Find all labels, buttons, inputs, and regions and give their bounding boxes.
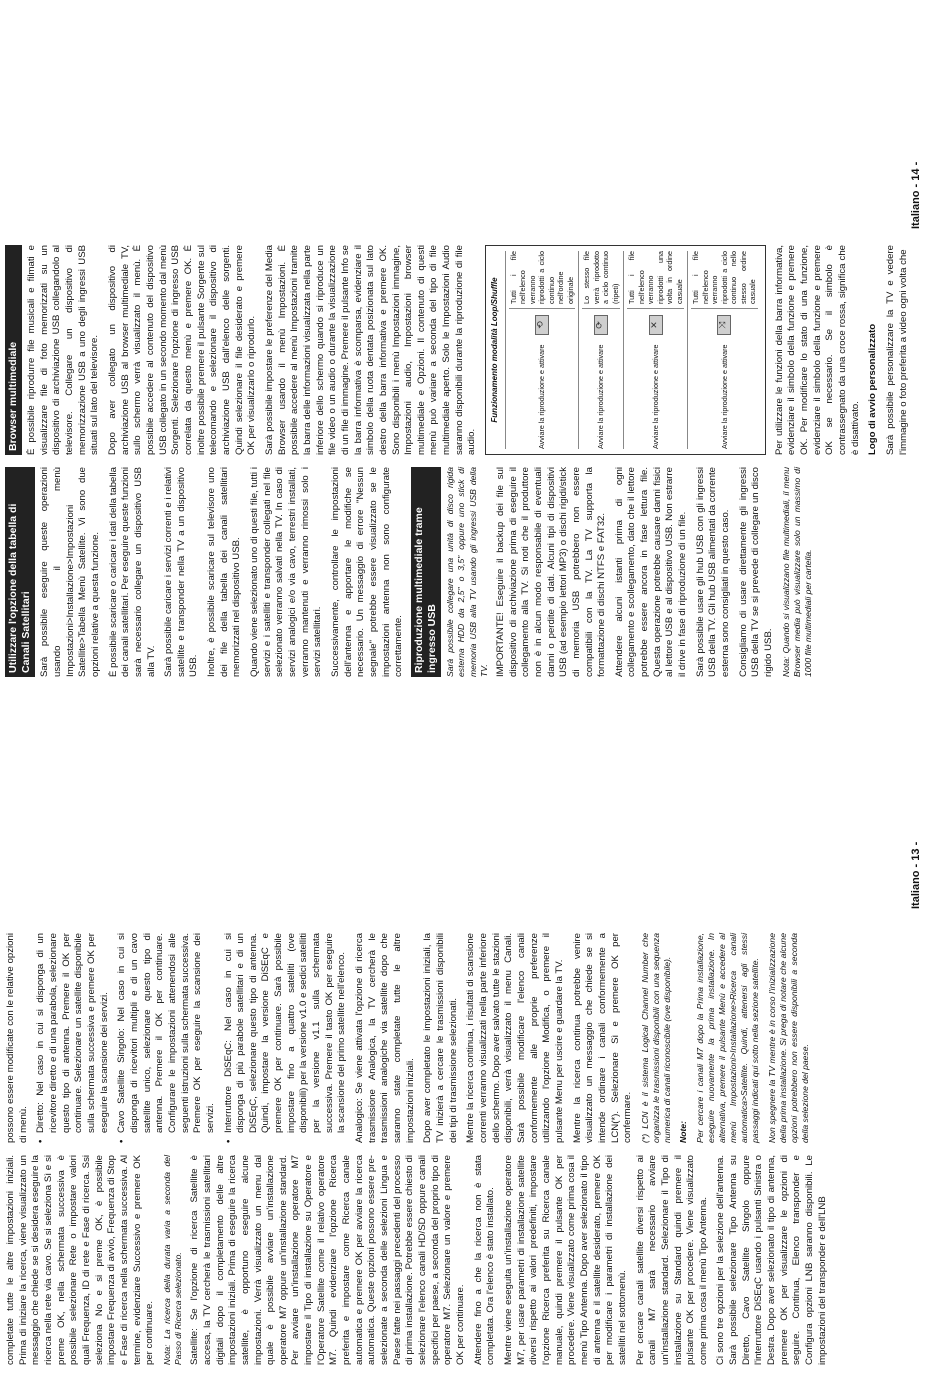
paragraph: IMPORTANTE! Eseguire il backup dei file sul dispositivo di archiviazione prima di eseguire il collegamento alla TV. Si noti che il produttore non è in alcun modo responsabile di eventuali danni o perdite di dati. Alcuni tipi di dispositivi USB (ad esempio lettori MP3) o dischi rigidi/stick di memoria USB potrebbero non essere compatibili con la TV. La TV supporta la formattazione di dischi NTFS e FAT32. — [494, 467, 608, 677]
subheading: Logo di avvio personalizzato — [867, 323, 879, 455]
table-title: Funzionamento modalità Loop/Shuffle — [490, 277, 500, 423]
paragraph: Quando viene selezionato uno di questi file, tutti i servizi e i satelliti e transponder collegati nel file selezionato verranno salvati nella TV. In caso di servizi analogici e/o via cavo, terrestri installati, verranno mantenuti e verranno rimossi solo i servizi satellitari. — [249, 467, 324, 677]
paragraph: Dopo aver collegato un dispositivo di archiviazione USB al browser multimediale TV, sullo schermo verrà visualizzato il menù. È possibile accedere al contenuto del dispositivo USB collegato in un secondo momento dal menù Sorgenti. Selezionare l'opzione di ingresso USB correlata da questo menù e premere OK. È inoltre possibile premere il pulsante Sorgente sul telecomando e selezionare il dispositivo di archiviazione USB dall'elenco delle sorgenti. Quindi selezionare il file desiderato e premere OK per visualizzarlo o riprodurlo. — [107, 245, 258, 455]
column-2 — [5, 933, 816, 1143]
paragraph: Sarà possibile caricare i servizi correnti e i relativi satellite e transponder nella TV a un dispositivo USB. — [163, 467, 200, 677]
paragraph: Consigliamo di usare direttamente gli ingressi USB della TV se si prevede di collegare un disco rigido USB. — [737, 467, 775, 677]
paragraph: Dopo aver completato le impostazioni iniziali, la TV inizierà a cercare le trasmissioni disponibili dei tipi di trasmissione selezionati. — [422, 933, 459, 1143]
column-1 — [5, 1155, 834, 1365]
note: Non spegnere la TV mentre è in corso l'inizializzazione della prima installazione. Si prega di notare che alcune opzioni potrebbero non essere disponibili a seconda della selezione del paese. — [766, 933, 811, 1143]
note: Nota: Quando si visualizzano file multimediali, il menu Browser media può visualizzare solo un massimo di 1000 file multimediali per cartella. — [780, 467, 814, 677]
paragraph: Per cercare canali satellite diversi rispetto ai canali M7 sarà necessario avviare un'installazione standard. Selezionare il Tipo di installazione su Standard quindi premere il pulsante OK per procedere. Viene visualizzato come prima cosa il menù Tipo Antenna. — [634, 1155, 709, 1365]
page-number-left: Italiano - 13 - — [910, 841, 922, 909]
paragraph: Satellite: Se l'opzione di ricerca Satellite è accesa, la TV cercherà le trasmissioni satellitari digitali dopo il completamento delle altre impostazioni iniziali. Prima di eseguire la ricerca satellite, è opportuno eseguire alcune impostazioni. Verrà visualizzato un menu dal quale è possibile avviare un'installazione operatore M7 oppure un'installazione standard. Per avviare un'installazione operatore M7 impostare il Tipo di installazione su Operatore e l'Operatore Satellite come il relativo operatore M7. Quindi evidenziare l'opzione Ricerca preferita e impostare come Ricerca canale automatica e premere OK per avviare la ricerca automatica. Queste opzioni possono essere pre-selezionate a seconda delle selezioni Lingua e Paese fatte nei passaggi precedenti del processo di prima installazione. Potrebbe essere chiesto di selezionare l'elenco canali HD/SD oppure canali specifici per paese, a seconda del proprio tipo di operatore M7. Selezionare un valore e premere OK per continuare. — [189, 1155, 466, 1365]
column-4 — [5, 245, 915, 455]
note: Per cercare i canali M7 dopo la Prima installazione, eseguire nuovamente la prima installazione. In alternativa, premere il pulsante Menù e accedere al menù Impostazioni>Installazione>Ricerca canali automatica>Satellite. Quindi, attenersi agli stessi passaggi indicati qui sotto nella sezione satellite. — [694, 933, 761, 1143]
paragraph: Sarà possibile impostare le preferenze del Media Browser usando il menù Impostazioni. È possibile accedere al menù Impostazioni tramite la barra delle informazioni visualizzata nella parte inferiore dello schermo quando si riproduce un file video o un audio o durante la visualizzazione di un file di immagine. Premere il pulsante Info se la barra informativa è scomparsa, evidenziare il simbolo della ruota dentata posizionata sul lato destro della barra informativa e premere OK. Sono disponibili i menù Impostazioni immagine, Impostazioni audio, Impostazioni browser multimediale e Opzioni. Il contenuto di questi menù può variare a seconda del tipo di file multimediale aperto. Solo le Impostazioni Audio saranno disponibili durante la riproduzione di file audio. — [263, 245, 478, 455]
loop-shuffle-icon: ⤨ — [717, 315, 731, 335]
paragraph: Mentre la ricerca continua, i risultati di scansione correnti verranno visualizzati nella parte inferiore dello schermo. Dopo aver salvato tutte le stazioni disponibili, verrà visualizzato il menu Canali. Sarà possibile modificare l'elenco canali conformemente alle proprie preferenze utilizzando l'opzione Modifica, o premere il pulsante Menu per uscire e guardare la TV. — [465, 933, 565, 1143]
row-label: Avviare la riproduzione e attivare — [719, 344, 729, 449]
paragraph: Mentre la ricerca continua potrebbe venire visualizzato un messaggio che chiede se si intende ordinare i canali conformemente a LCN(*). Selezionare Sì e premere OK per confermare. — [571, 933, 634, 1143]
paragraph: È possibile riprodurre file musicali e filmati e visualizzare file di foto memorizzati su un dispositivo di archiviazione USB collegandolo al televisore. Collegare un dispositivo di memorizzazione USB a uno degli ingressi USB situati sul lato del televisore. — [26, 245, 101, 455]
note: Sarà possibile collegare una unità di disco rigida esterna HDD da 2,5" o 3,5" oppure uno stick di memoria USB alla TV usando gli ingressi USB della TV. — [445, 467, 489, 677]
paragraph: Inoltre, è possibile scaricare sul televisore uno dei file della tabella dei canali satellitari memorizzati nel dispositivo USB. — [206, 467, 243, 677]
paragraph: È possibile scaricare o caricare i dati della tabella dei canali satellitari. Per eseguire queste funzioni sarà necessario collegare un dispositivo USB alla TV. — [107, 467, 157, 677]
column-3 — [5, 467, 819, 677]
page-number-right: Italiano - 14 - — [910, 161, 922, 229]
row-label: Avviare la riproduzione e attivare — [596, 344, 606, 449]
paragraph: Sarà possibile eseguire queste operazioni usando il menù Impostazioni>Installazione>Impostazioni Satellite>Tabella Menù Satellite. Vi sono due opzioni relative a questa funzione. — [39, 467, 101, 677]
row-description: Tutti i file nell'elenco verranno riprodotti a ciclo continuo nello stesso ordine casuale — [691, 251, 758, 309]
loop-shuffle-table — [485, 245, 766, 455]
row-description: Tutti i file nell'elenco verranno riprodotti una volta in ordine casuale — [627, 251, 684, 309]
row-description: Tutti i file nell'elenco verranno riprodotti a ciclo continuo nell'ordine originale — [509, 251, 576, 309]
table-row — [687, 251, 761, 449]
row-label: Avviare la riproduzione e attivare — [650, 344, 660, 449]
shuffle-icon: ✕ — [649, 315, 663, 335]
section-heading: Riproduzione multimediale trame ingresso USB — [411, 467, 441, 677]
note: (*) LCN è il sistema Logical Channel Number che organizza le trasmissioni disponibili con una sequenza numerica di canali riconoscibile (ove disponibile). — [639, 933, 673, 1143]
table-row — [505, 251, 579, 449]
table-row — [623, 251, 687, 449]
note: Nota: La ricerca della durata varia a seconda del Passo di Ricerca selezionato. — [161, 1155, 184, 1365]
paragraph: Mentre viene eseguita un'installazione operatore M7, per usare parametri di installazione satellite diversi rispetto ai valori predefiniti, impostare l'opzione Ricerca preferita su Ricerca canale manuale, quindi premere il pulsante OK per procedere. Viene visualizzato come prima cosa il menù Tipo Antenna. Dopo aver selezionato il tipo di antenna e il satellite desiderato, premere OK per modificare i parametri di installazione dei satelliti nel sottomenù. — [502, 1155, 628, 1365]
paragraph: Attendere fino a che la ricerca non è stata completata. Ora l'elenco è stato installato. — [472, 1155, 497, 1365]
paragraph: completate tutte le altre impostazioni iniziali. Prima di iniziare la ricerca, viene visualizzato un messaggio che chiede se si desidera eseguire la ricerca nella rete via cavo. Se si seleziona Sì e si preme OK, nella schermata successiva è possibile selezionare Rete o impostare valori quali Frequenza, ID di rete e Fase di ricerca. Ssi seleziona No e si preme OK, è possibile impostare Frequenza di avvio, Frequenza di Stop e Fase di ricerca nella schermata successiva. Al termine, evidenziare Successivo e premere OK per continuare. — [5, 1155, 156, 1365]
paragraph: Attendere alcuni istanti prima di ogni collegamento e scollegamento, dato che il lettore potrebbe essere ancora in fase lettura file. Questa operazione potrebbe causare danni fisici al lettore USB e al dispositivo USB. Non estrarre il drive in fase di riproduzione di un file. — [613, 467, 689, 677]
paragraph: Sarà possibile usare gli hub USB con gli ingressi USB della TV. Gli hub USB alimentati da corrente esterna sono consigliati in questo caso. — [694, 467, 732, 677]
paragraph: Analogico: Se viene attivata l'opzione di ricerca trasmissione Analogica, la TV cercherà le trasmissioni analogiche via satellite dopo che saranno state completate tutte le altre impostazioni iniziali. — [354, 933, 416, 1143]
row-label: Avviare la riproduzione e attivare — [537, 344, 547, 449]
paragraph: Ci sono tre opzioni per la selezione dell'antenna. Sarà possibile selezionare Tipo Antenna su Diretto, Cavo Satellite Singolo oppure l'interruttore DiSEqC usando i pulsanti Sinistra o Destra. Dopo aver selezionato il tipo di antenna, premere OK per visualizzare le opzioni di seguire. Continua, Elenco transponder e Configura opzioni LNB saranno disponibili. Le impostazioni del transponder e dell'LNB — [715, 1155, 828, 1365]
paragraph: Sarà possibile personalizzare la TV e vedere l'immagine o foto preferita a video ogni volta che — [884, 245, 909, 455]
list-item: • Interruttore DiSEqC: Nel caso in cui si disponga di più parabole satellitari e di un DiSEqC, selezionare questo tipo di antenna. Quindi, impostare la versione DiSEqC e premere OK per continuare. Sarà possibile impostare fino a quattro satelliti (ove disponibili) per la versione v1.0 e sedici satelliti per la versione v1.1 sulla schermata successiva. Premere il tasto OK per eseguire la scansione del primo satellite nell'elenco. — [223, 933, 350, 1143]
antenna-type-list — [35, 933, 349, 1143]
table-row — [578, 251, 623, 449]
row-description: Lo stesso file verrà riprodotto a ciclo continuo (ripeti) — [582, 251, 620, 309]
list-item: • Cavo Satellite Singolo: Nel caso in cui si disponga di ricevitori multipli e di un cavo satellite unico, selezionare questo tipo di antenna. Premere il OK per continuare. Configurare le impostazioni attenendosi alle seguenti istruzioni sulla schermata successiva. Premere OK per eseguire la scansione dei servizi. — [116, 933, 217, 1143]
section-heading: Browser multimediale — [5, 245, 22, 455]
list-item: • Diretto: Nel caso in cui si disponga di un ricevitore diretto e di una parabola, selezionare questo tipo di antenna. Premere il OK per continuare. Selezionare un satellite disponibile sulla schermata successiva e premere OK per eseguire la scansione dei servizi. — [35, 933, 111, 1143]
loop-all-icon: ⟲ — [535, 315, 549, 335]
loop-one-icon: ⟳ — [594, 315, 608, 335]
note-title: Note: — [678, 1121, 689, 1143]
paragraph: Per utilizzare le funzioni della barra informativa, evidenziare il simbolo della funzione e premere OK. Per modificare lo stato di una funzione, evidenziare il simbolo della funzione e premere OK se necessario. Se il simbolo è contrassegnato da una croce rossa, significa che è disattivato. — [773, 245, 861, 455]
section-heading: Utilizzare l'opzione della tabella di Canali Satellitari — [5, 467, 35, 677]
paragraph: possono essere modificate con le relative opzioni di menù. — [5, 933, 29, 1143]
paragraph: Successivamente, controllare le impostazioni dell'antenna e apportare le modifiche se necessario. Un messaggio di errore "Nessun segnale" potrebbe essere visualizzato se le impostazioni antenna non sono configurate correttamente. — [330, 467, 405, 677]
